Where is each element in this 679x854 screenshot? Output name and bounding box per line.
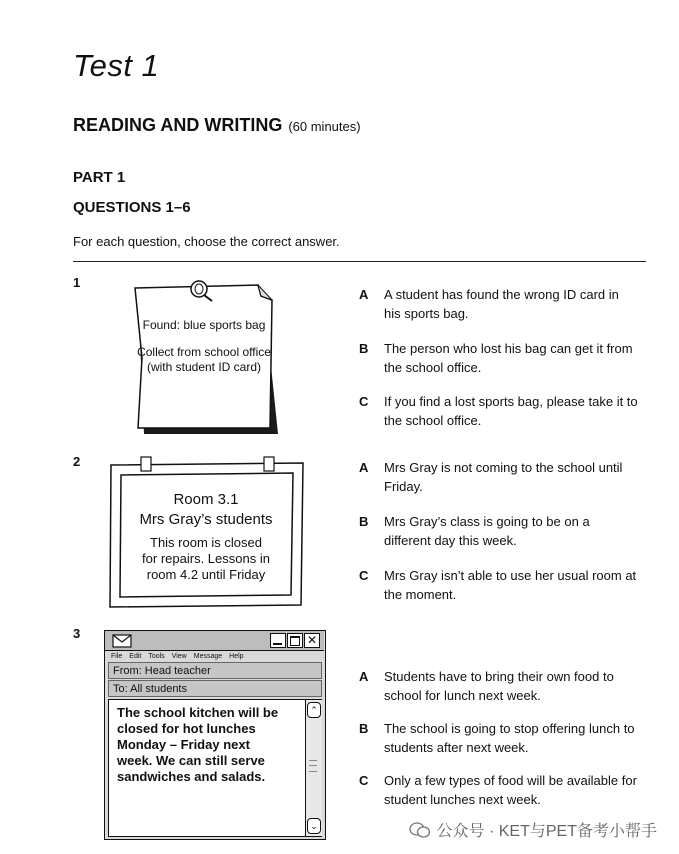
sign-body	[118, 535, 294, 583]
email-body-line-4: week. We can still serve	[117, 753, 265, 768]
sign-line-3: This room is closed	[150, 535, 262, 550]
email-body-line-1: The school kitchen will be	[117, 705, 279, 720]
sign-heading	[118, 490, 294, 530]
notice-line-2: Collect from school office	[137, 345, 271, 359]
email-body-pane	[108, 699, 322, 837]
option-letter: B	[359, 514, 369, 529]
section-title	[73, 115, 361, 136]
part-heading: PART 1	[73, 169, 126, 186]
email-menubar	[111, 653, 251, 660]
envelope-icon	[112, 634, 132, 648]
room-sign	[108, 455, 308, 610]
email-scrollbar[interactable]	[305, 700, 322, 836]
sign-line-2: Mrs Gray’s students	[139, 511, 273, 528]
email-to: To: All students	[108, 680, 322, 697]
sign-line-5: room 4.2 until Friday	[146, 567, 266, 582]
option-text: Mrs Gray’s class is going to be on a different day this week.	[384, 514, 590, 548]
option-letter: B	[359, 341, 369, 356]
divider	[73, 261, 646, 262]
watermark	[409, 818, 657, 841]
email-body-text	[117, 705, 297, 785]
section-name: READING AND WRITING	[73, 115, 283, 135]
option-text: If you find a lost sports bag, please take it to the school office.	[384, 394, 638, 428]
email-body-line-3: Monday – Friday next	[117, 737, 250, 752]
notice-paper	[120, 278, 290, 438]
question-number-3: 3	[73, 626, 81, 641]
notice-line-3: (with student ID card)	[146, 360, 262, 374]
email-titlebar	[105, 631, 324, 651]
option-text: Mrs Gray isn’t able to use her usual room at the moment.	[384, 568, 637, 602]
scroll-grip-icon[interactable]	[309, 760, 317, 772]
menu-message[interactable]: Message	[193, 653, 223, 660]
question-number-1: 1	[73, 275, 81, 290]
test-title: Test 1	[73, 48, 160, 83]
chevron-up-icon[interactable]: ⌃	[307, 702, 321, 718]
option-text: Mrs Gray is not coming to the school until Friday.	[384, 460, 623, 494]
email-body-line-2: closed for hot lunches	[117, 721, 256, 736]
pin-icon	[186, 276, 216, 306]
watermark-text: 公众号 · KET与PET备考小帮手	[436, 823, 657, 840]
sign-line-4: for repairs. Lessons in	[142, 551, 270, 566]
email-from: From: Head teacher	[108, 662, 322, 679]
instruction-text: For each question, choose the correct answer.	[73, 234, 340, 249]
maximize-icon[interactable]	[287, 633, 303, 648]
option-letter: B	[359, 721, 369, 736]
section-time: (60 minutes)	[288, 119, 361, 134]
wechat-icon	[409, 821, 431, 839]
room-sign-shape	[108, 455, 308, 610]
option-text: The school is going to stop offering lunch to students after next week.	[384, 721, 635, 755]
minimize-icon[interactable]	[270, 633, 286, 648]
close-icon[interactable]: ✕	[304, 633, 320, 648]
option-letter: A	[359, 669, 369, 684]
email-window	[104, 630, 326, 840]
option-letter: A	[359, 287, 369, 302]
notice-line-1: Found: blue sports bag	[142, 318, 266, 332]
questions-heading: QUESTIONS 1–6	[73, 199, 191, 216]
option-text: The person who lost his bag can get it from the school office.	[384, 341, 633, 375]
option-letter: A	[359, 460, 369, 475]
option-text: A student has found the wrong ID card in his sports bag.	[384, 287, 619, 321]
menu-tools[interactable]: Tools	[148, 653, 165, 660]
sign-line-1: Room 3.1	[173, 491, 239, 508]
menu-file[interactable]: File	[111, 653, 123, 660]
option-letter: C	[359, 773, 369, 788]
option-text: Students have to bring their own food to school for lunch next week.	[384, 669, 614, 703]
option-text: Only a few types of food will be available for student lunches next week.	[384, 773, 637, 807]
option-letter: C	[359, 394, 369, 409]
question-number-2: 2	[73, 454, 81, 469]
menu-help[interactable]: Help	[229, 653, 244, 660]
option-letter: C	[359, 568, 369, 583]
chevron-down-icon[interactable]: ⌄	[307, 818, 321, 834]
menu-view[interactable]: View	[171, 653, 187, 660]
email-body-line-5: sandwiches and salads.	[117, 769, 266, 784]
menu-edit[interactable]: Edit	[129, 653, 142, 660]
